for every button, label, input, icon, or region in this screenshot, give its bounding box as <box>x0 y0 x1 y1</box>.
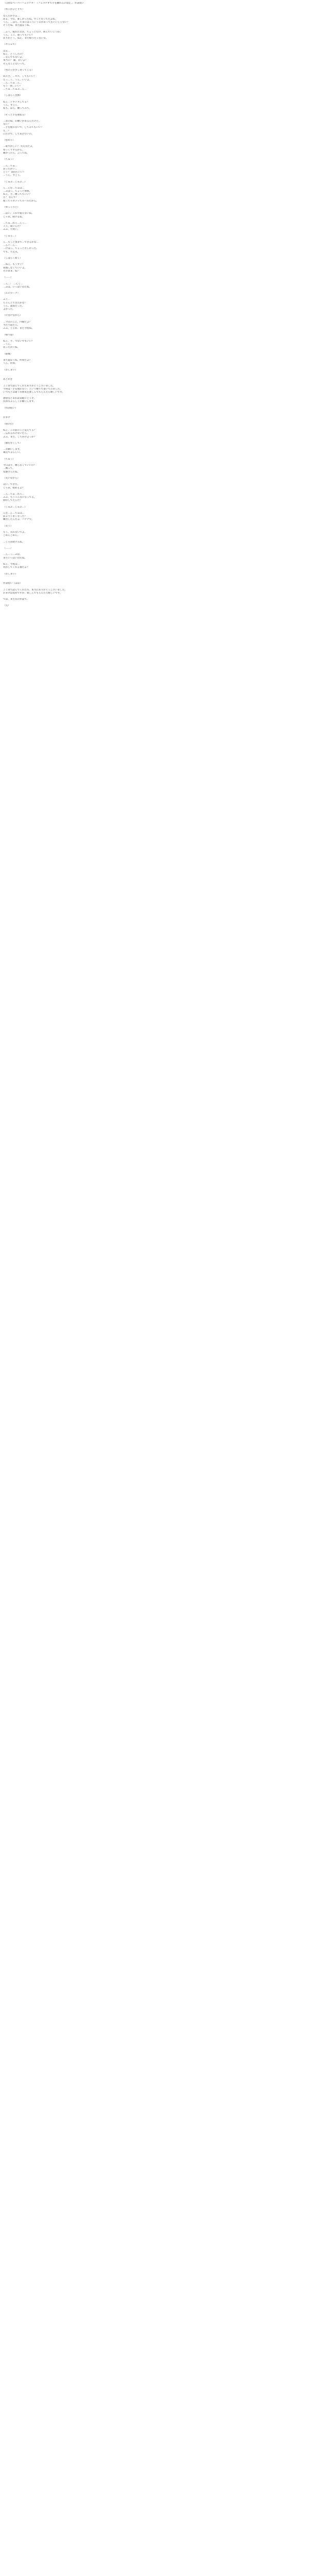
text-line: （じゅぷ…じゅぷ…） <box>3 505 27 509</box>
text-line: じゃあ、続けるね。 <box>3 215 25 218</box>
text-line: あぁ、今日、楽しかったね。ずっと笑ってたよね。 <box>3 18 58 21</box>
text-line: （慰めゃ） <box>3 139 15 142</box>
text-line: ねぇ、手、縛ってもいい？ <box>3 193 32 196</box>
text-line: …ん…！ …んく… <box>3 282 23 285</box>
text-line: なに？ <box>3 123 10 126</box>
text-line: 前よりうまくなった？ <box>3 515 27 518</box>
text-line: ねぇ、手、つないでもいい？ <box>3 340 34 343</box>
text-line: …ちゅ…れろ…んっ… <box>3 222 27 225</box>
text-line: ちゃんとできたかな？ <box>3 301 27 304</box>
text-line: うん。約束。 <box>3 362 17 365</box>
text-line: …お願いします。 <box>3 448 22 451</box>
text-line: ふふ、可愛い。 <box>3 228 20 231</box>
text-line: 本当に？ 顔、赤いよ？ <box>3 59 28 62</box>
text-line: うん。ここ、座ってもいい？ <box>3 33 34 37</box>
text-line: ここ、弱いんだ？ <box>3 225 22 228</box>
text-line: …あのね、お願いがあるんだけど。 <box>3 120 41 123</box>
text-line: じゃあ、始めるよ？ <box>3 486 25 489</box>
text-line: はい、できた。 <box>3 483 20 486</box>
text-line: …ぷは。いっぱい出たね。 <box>3 285 32 289</box>
text-line: ねぇ、この前のこと覚えてる？ <box>3 429 37 432</box>
text-line: …ちゅ…ちゅぷ…ん… <box>3 88 27 91</box>
text-line: （じゅる…） <box>3 234 17 238</box>
text-line: （作詞短い） <box>3 406 17 410</box>
text-line: 今回は「手を使わない」という縛りで書いてみました。 <box>3 387 62 391</box>
text-line: …けほっ。ちょっと苦しかった。 <box>3 247 39 250</box>
text-line: ふふ、もうこんなになってる。 <box>3 496 37 499</box>
text-line: んむ…ん…ちゅぱ… <box>3 512 25 515</box>
text-line: もう一回…いい？ <box>3 84 22 88</box>
text-line: うん。すごく。 <box>3 104 20 107</box>
text-line: （おしまい） <box>3 572 17 575</box>
text-line: ふぅ… <box>3 298 10 301</box>
text-line: （笑う） <box>3 524 13 528</box>
text-line: どう？ 気持ちいい？ <box>3 171 25 174</box>
text-line: 変態さんだね。 <box>3 470 20 473</box>
text-line: では、また次の作品で。 <box>3 598 29 601</box>
text-line: もう、笑わないでよ。 <box>3 531 27 534</box>
text-line: よかった。 <box>3 308 15 311</box>
text-line: また遊ぼうね。約束だよ？ <box>3 359 32 362</box>
text-line: （しばらく続く） <box>3 257 22 260</box>
text-line: …うん。 <box>3 343 13 346</box>
text-line: …んぐ…ん… <box>3 244 17 247</box>
text-line: （……） <box>3 276 13 279</box>
text-line: あとがき <box>3 378 13 381</box>
text-line: …ん…ちゅ…ん… <box>3 81 22 84</box>
text-line: …ふぅ。疲れたなあ。ちょっとだけ、休んでいこうか。 <box>3 30 62 33</box>
text-line: 君がしてくれる番だよ？ <box>3 566 29 569</box>
text-line: 素直でよろしい。 <box>3 451 22 454</box>
text-line: （おしまい） <box>3 368 17 371</box>
text-line: うん。最高だった。 <box>3 304 25 308</box>
text-line: ここまで読んでくれてありがとうございました。 <box>3 384 56 387</box>
text-line: ねぇ、今度は… <box>3 563 20 566</box>
text-line: （顔を赤くして） <box>3 442 22 445</box>
text-line: 当たり前だろ。 <box>3 324 20 327</box>
text-line: でも、大丈夫。 <box>3 250 20 253</box>
text-line: （帰り道） <box>3 333 15 336</box>
text-line: ねぇ…ドキドキしてる？ <box>3 100 29 104</box>
text-line: 私も。ほら、触ってみて。 <box>3 107 32 110</box>
text-line: ゆっくりするから。 <box>3 148 25 151</box>
text-line: 次回もよろしくお願いします。 <box>3 400 36 403</box>
text-line: そんなことないって。 <box>3 62 27 65</box>
text-line: 練習したんだよ、バナナで。 <box>3 518 34 521</box>
text-line: はぁ… <box>3 49 10 53</box>
text-line: …ん…ちゅ… <box>3 164 17 167</box>
text-line: （別の日） <box>3 422 15 426</box>
text-line: （ゆっくりと） <box>3 206 20 209</box>
text-line: （男の子が少し寄ってくる） <box>3 69 34 72</box>
text-line: …手を使わないで、してみてもいい？ <box>3 126 44 129</box>
text-line: ごめんごめん。 <box>3 534 20 537</box>
text-line: （じゅぷ…じゅぷ…） <box>3 180 27 183</box>
text-line: …じゃあ続けるね。 <box>3 540 25 544</box>
text-line: （そっと手を重ねる） <box>3 113 27 116</box>
text-line: あのさ、…キス、してもいい？ <box>3 75 37 78</box>
text-line: 「自由なペーパーフェラチオ！（フェラチオで手を触れるの禁止。」作詞短い <box>3 2 84 5</box>
text-line: 使っちゃダメってルールだから。 <box>3 199 39 202</box>
text-line: ん…もっと奥まで…できるかな… <box>3 241 39 244</box>
text-line: おまけ <box>3 416 10 419</box>
text-line: …なんでもないよ。 <box>3 56 25 59</box>
text-line: うん。…ほら、たまにはこういう日があってもいいじゃない？ <box>3 21 69 24</box>
text-line: 痛かったら、言ってね。 <box>3 151 29 155</box>
text-line: …恥ずかしい？ 大丈夫だよ。 <box>3 145 35 148</box>
text-line: …今日のこと、内緒だよ？ <box>3 320 32 324</box>
text-line: …ん…っ…ぷは。 <box>3 553 22 556</box>
text-line: …忘れるわけないだろ。 <box>3 432 29 435</box>
text-line: 作詞短い（ほぼ） <box>3 582 22 585</box>
text-line: …はい、これで使えないね。 <box>3 212 34 215</box>
text-line: ふふ。じゃあ、また今度ね。 <box>3 327 34 330</box>
text-line: （ちゅっ） <box>3 457 15 461</box>
text-line: え？ なんで？ <box>3 196 19 199</box>
text-line: 期待してたんだ？ <box>3 499 22 502</box>
text-line: …ぷはっ。ちょっと休憩。 <box>3 190 32 193</box>
text-line: ここまで読んでくれた方、本当にありがとうございました。 <box>3 588 67 591</box>
text-line: （完） <box>3 604 10 607</box>
text-line: 今日は手、縛らなくていいの？ <box>3 464 37 467</box>
text-line: あったかいね。 <box>3 346 20 349</box>
text-line: ふふ。また、してあげよっか？ <box>3 435 37 438</box>
text-line: ん…んむ…ちゅぱ… <box>3 187 25 190</box>
text-line: そのまま、ね？ <box>3 269 20 273</box>
text-line: （片付けながら） <box>3 314 22 317</box>
text-line: なんだかさぁ… <box>3 14 20 18</box>
text-line: （しばらく沈黙） <box>3 94 22 97</box>
text-line: 口だけで、してあげたいの。 <box>3 132 34 135</box>
text-line: （男子がひとりで） <box>3 8 25 11</box>
text-line: えっ…う、うん。いいよ。 <box>3 78 32 81</box>
text-line: そうだね。また遊ぼうね。 <box>3 24 32 27</box>
text-line: あったかい… <box>3 167 17 171</box>
text-line: おまけは短めですが、楽しんでもらえたら嬉しいです。 <box>3 591 62 595</box>
text-line: （最後） <box>3 352 13 355</box>
text-line: 感想などあれば気軽にどうぞ。 <box>3 397 37 400</box>
document-body <box>3 2 318 608</box>
text-line: いつもとは違う雰囲気を楽しんでもらえたら嬉しいです。 <box>3 391 65 394</box>
text-line: え…？ <box>3 129 10 132</box>
text-line: 我慢しなくていいよ。 <box>3 266 27 269</box>
text-line: またいっぱい出たね。 <box>3 556 27 560</box>
text-line: …ん…ちゅ…れろ… <box>3 493 25 496</box>
text-line: （ちゅっ） <box>3 158 15 161</box>
text-line: （エピローグ） <box>3 292 20 295</box>
text-line: …ねぇ、もうすぐ？ <box>3 263 25 266</box>
text-line: ねぇ、どうしたの？ <box>3 53 25 56</box>
text-line: （笑いながら） <box>3 477 20 480</box>
text-line: （……） <box>3 547 13 550</box>
text-line: （キャムで） <box>3 43 17 46</box>
text-line: ありがとう。ねえ、まだ帰りたくないな。 <box>3 37 48 40</box>
text-line: …縛って。 <box>3 467 15 470</box>
text-line: …うん。すごく。 <box>3 174 22 177</box>
